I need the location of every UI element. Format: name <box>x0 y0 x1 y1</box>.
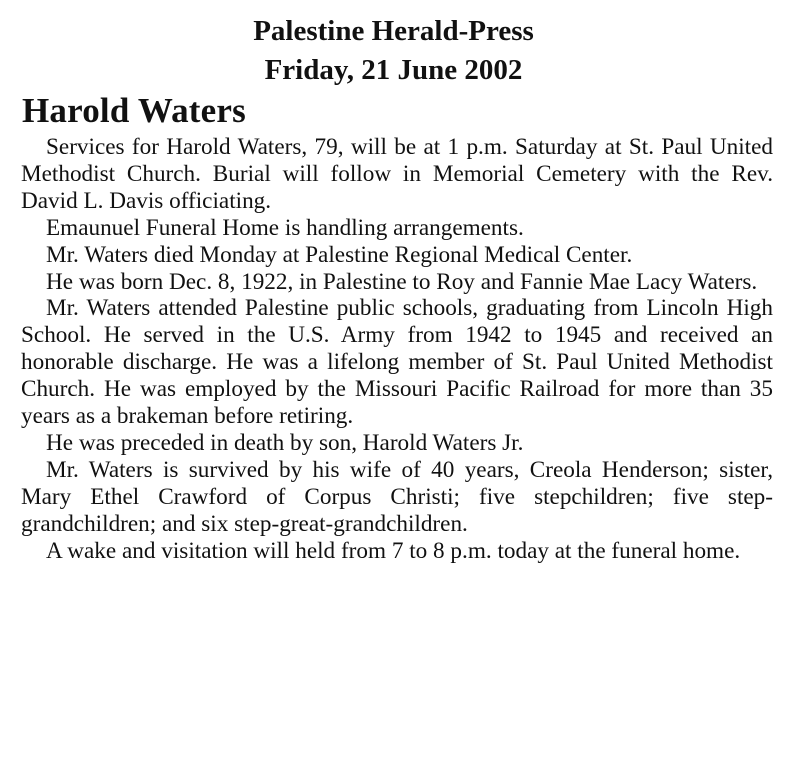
paragraph-survivors: Mr. Waters is survived by his wife of 40 years, Creola Henderson; sister, Mary Ethel Crawford of Corpus Christi; five stepchildren; five step-grandchildren; and six step-great-grandchildren. <box>21 456 773 537</box>
obituary-body <box>21 134 773 565</box>
publication-name: Palestine Herald-Press <box>253 15 534 47</box>
paragraph-services: Services for Harold Waters, 79, will be at 1 p.m. Saturday at St. Paul United Methodist Church. Burial will follow in Memorial Cemetery with the Rev. David L. Davis officiating. <box>21 134 773 214</box>
paragraph-biography: Mr. Waters attended Palestine public schools, graduating from Lincoln High School. He served in the U.S. Army from 1942 to 1945 and received an honorable discharge. He was a lifelong member of St. Paul United Methodist Church. He was employed by the Missouri Pacific Railroad for more than 35 years as a brakeman before retiring. <box>21 295 773 430</box>
paragraph-birth: He was born Dec. 8, 1922, in Palestine to Roy and Fannie Mae Lacy Waters. <box>46 268 758 295</box>
paragraph-preceded: He was preceded in death by son, Harold Waters Jr. <box>46 429 524 456</box>
obituary-headline: Harold Waters <box>22 91 246 130</box>
masthead <box>0 12 787 90</box>
paragraph-visitation: A wake and visitation will held from 7 to 8 p.m. today at the funeral home. <box>46 537 741 564</box>
publication-date: Friday, 21 June 2002 <box>264 54 523 86</box>
paragraph-death: Mr. Waters died Monday at Palestine Regional Medical Center. <box>46 241 633 268</box>
paragraph-funeral-home: Emaunuel Funeral Home is handling arrangements. <box>46 214 524 241</box>
